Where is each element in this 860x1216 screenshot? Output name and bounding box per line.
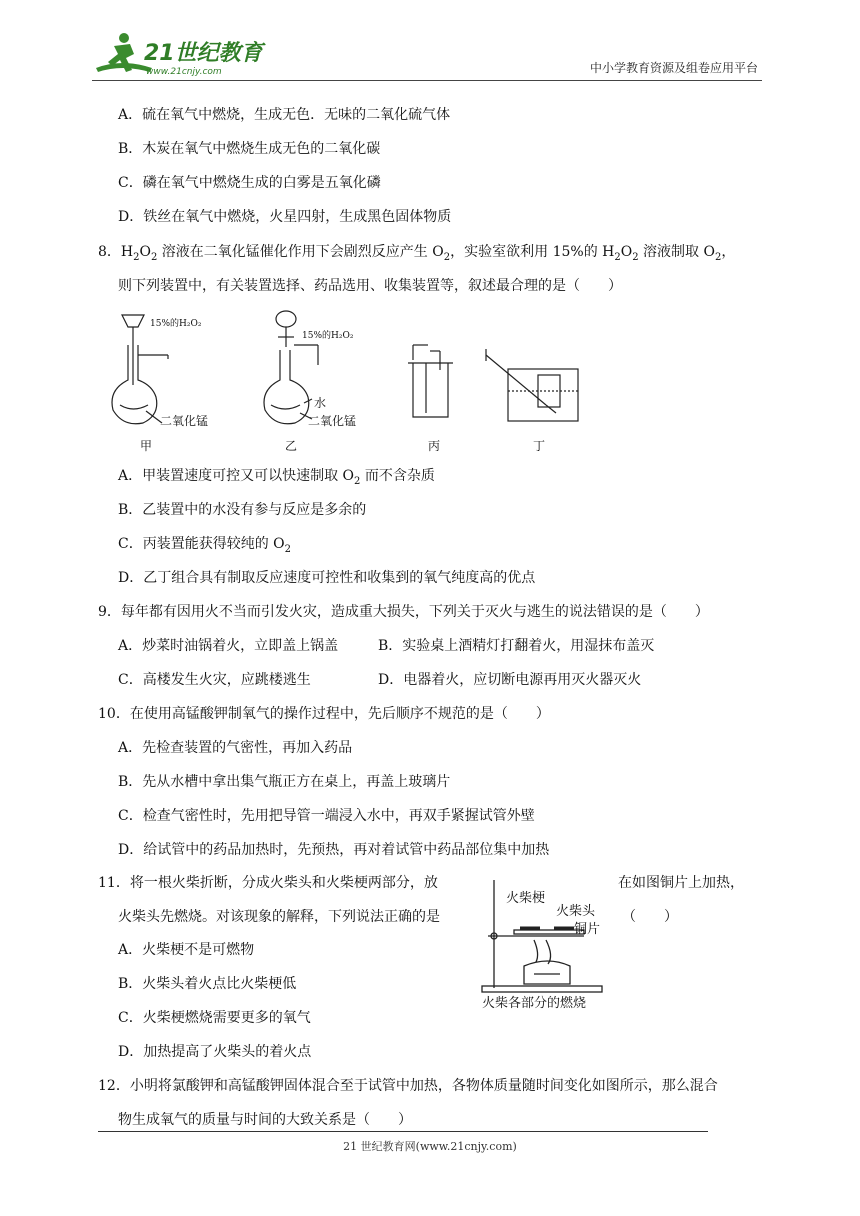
q12-stem-line1: 12．小明将氯酸钾和高锰酸钾固体混合至于试管中加热，各物体质量随时间变化如图所示，那么混合 (98, 1078, 718, 1094)
footer-divider (98, 1131, 708, 1132)
q7-option-b: B．木炭在氧气中燃烧生成无色的二氧化碳 (118, 141, 381, 157)
q11-option-a: A．火柴梗不是可燃物 (118, 942, 255, 958)
q8-stem-line2: 则下列装置中，有关装置选择、药品选用、收集装置等，叙述最合理的是（ ） (118, 278, 622, 294)
q9-option-c: C．高楼发生火灾，应跳楼逃生 (118, 672, 311, 688)
q11-stem-right: 在如图铜片上加热， (618, 875, 744, 891)
svg-text:21世纪教育: 21世纪教育 (144, 41, 263, 66)
q11-label-copper: 铜片 (574, 922, 601, 937)
q7-option-c: C．磷在氧气中燃烧生成的白雾是五氧化磷 (118, 175, 381, 191)
q11-answer-paren: （ ） (622, 909, 678, 925)
q10-option-b: B．先从水槽中拿出集气瓶正方在桌上，再盖上玻璃片 (118, 774, 451, 790)
page-header (92, 28, 762, 81)
apparatus-yi: 乙 (285, 439, 298, 453)
q10-stem: 10．在使用高锰酸钾制氧气的操作过程中，先后顺序不规范的是（ ） (98, 706, 550, 722)
q10-option-c: C．检查气密性时，先用把导管一端浸入水中，再双手紧握试管外壁 (118, 808, 535, 824)
site-logo (92, 28, 272, 78)
q10-option-d: D．给试管中的药品加热时，先预热，再对着试管中药品部位集中加热 (118, 842, 550, 858)
q8-label-15-a: 15%的H₂O₂ (150, 319, 202, 329)
q8-label-15-b: 15%的H₂O₂ (302, 331, 354, 341)
q11-option-c: C．火柴梗燃烧需要更多的氧气 (118, 1010, 311, 1026)
q11-option-d: D．加热提高了火柴头的着火点 (118, 1044, 312, 1060)
q8-option-b: B．乙装置中的水没有参与反应是多余的 (118, 502, 367, 518)
q9-stem: 9．每年都有因用火不当而引发火灾，造成重大损失，下列关于灭火与逃生的说法错误的是（ ） (98, 604, 709, 620)
apparatus-ding: 丁 (533, 439, 546, 453)
q11-stem-line2: 火柴头先燃烧。对该现象的解释，下列说法正确的是 (118, 909, 440, 925)
q8-label-water: 水 (314, 396, 327, 410)
apparatus-jia: 甲 (140, 439, 153, 453)
platform-name: 中小学教育资源及组卷应用平台 (589, 61, 758, 75)
q11-label-stem: 火柴梗 (506, 891, 546, 906)
q12-stem-line2: 物生成氧气的质量与时间的大致关系是（ ） (118, 1112, 412, 1128)
q8-option-d: D．乙丁组合具有制取反应速度可控性和收集到的氧气纯度高的优点 (118, 570, 536, 586)
q9-option-d: D．电器着火，应切断电源再用灭火器灭火 (378, 672, 642, 688)
q8-label-mno2-b: 二氧化锰 (308, 414, 357, 428)
apparatus-bing: 丙 (428, 439, 441, 453)
q8-label-mno2-a: 二氧化锰 (160, 414, 209, 428)
q7-option-a: A．硫在氧气中燃烧，生成无色．无味的二氧化硫气体 (118, 107, 451, 123)
q9-option-b: B．实验桌上酒精灯打翻着火，用湿抹布盖灭 (378, 638, 655, 654)
q7-option-d: D．铁丝在氧气中燃烧，火星四射，生成黑色固体物质 (118, 209, 452, 225)
q10-option-a: A．先检查装置的气密性，再加入药品 (118, 740, 353, 756)
q11-figure-caption: 火柴各部分的燃烧 (482, 996, 587, 1011)
q9-option-a: A．炒菜时油锅着火，立即盖上锅盖 (118, 638, 339, 654)
q8-option-a: A．甲装置速度可控又可以快速制取 $O_2$ 而不含杂质 (118, 468, 435, 487)
q11-option-b: B．火柴头着火点比火柴梗低 (118, 976, 297, 992)
q11-label-head: 火柴头 (556, 904, 596, 919)
page-footer: 21 世纪教育网(www.21cnjy.com) (343, 1140, 517, 1153)
q11-stem-left: 11．将一根火柴折断，分成火柴头和火柴梗两部分，放 (98, 875, 438, 891)
q8-option-c: C．丙装置能获得较纯的 $O_2$ (118, 536, 292, 555)
svg-text:www.21cnjy.com: www.21cnjy.com (146, 67, 222, 77)
q8-stem-line1: 8．$H_2O_2$ 溶液在二氧化锰催化作用下会剧烈反应产生 $O_2$，实验室欲利用 15%的 $H_2O_2$ 溶液制取 $O_2$， (98, 244, 736, 263)
